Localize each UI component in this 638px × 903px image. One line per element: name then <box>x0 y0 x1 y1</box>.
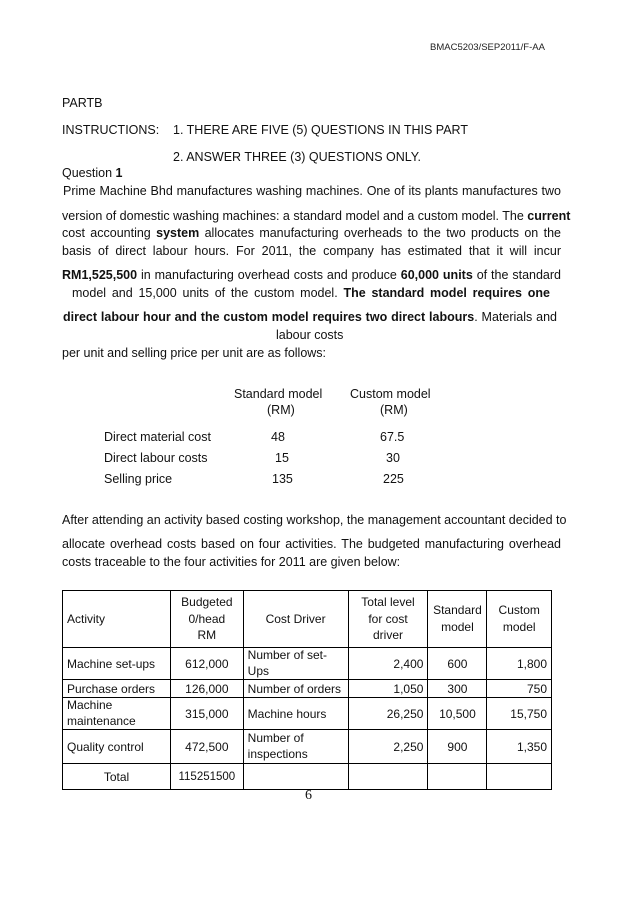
cell-standard: 10,500 <box>428 698 487 730</box>
para1-line1: Prime Machine Bhd manufactures washing machines. One of its plants manufactures two <box>63 184 561 198</box>
table-header-row <box>63 591 552 648</box>
cell-standard: 300 <box>428 680 487 698</box>
para2-line1: After attending an activity based costing workshop, the management accountant decided to <box>62 513 567 527</box>
para1-overhead-amount: RM1,525,500 <box>62 268 138 282</box>
unit-row-cus: 225 <box>383 472 404 486</box>
question-word: Question <box>62 166 113 180</box>
para1-line7-bold: direct labour hour and the custom model requires two direct labours <box>63 310 475 324</box>
para1-line3 <box>62 227 561 240</box>
cell-total-label: Total <box>63 764 171 790</box>
cell-total: 2,400 <box>348 648 428 680</box>
cell-total: 1,050 <box>348 680 428 698</box>
cell-custom: 15,750 <box>487 698 552 730</box>
unit-table-col1-unit: (RM) <box>267 403 295 417</box>
para1-line6-bold: The standard model requires one <box>343 286 550 300</box>
para1-current: current <box>527 209 571 223</box>
para1-system: system <box>156 226 200 240</box>
para1-line2 <box>62 209 571 223</box>
header-custom-model: Custom model <box>487 591 552 648</box>
unit-table-col2-header: Custom model <box>350 387 431 401</box>
unit-row-std: 48 <box>271 430 285 444</box>
cell-driver: Number of orders <box>243 680 348 698</box>
cell-total: 26,250 <box>348 698 428 730</box>
cell-standard: 900 <box>428 730 487 764</box>
para1-line4: basis of direct labour hours. For 2011, the company has estimated that it will incur <box>62 244 561 258</box>
para1-line2-text: version of domestic washing machines: a standard model and a custom model. The <box>62 209 528 223</box>
para1-line5-end: of the standard <box>472 268 561 282</box>
para1-line8: labour costs <box>276 328 344 342</box>
para1-line5-text: in manufacturing overhead costs and produce <box>137 268 401 282</box>
unit-row-std: 135 <box>272 472 293 486</box>
para1-line6 <box>72 287 550 300</box>
cell-driver: Machine hours <box>243 698 348 730</box>
header-standard-model: Standard model <box>428 591 487 648</box>
para1-units: 60,000 units <box>400 268 473 282</box>
para1-line5 <box>62 269 561 282</box>
table-row <box>63 680 552 698</box>
table-row <box>63 730 552 764</box>
para1-line7-text: . Materials and <box>474 310 558 324</box>
cell-activity: Machine set-ups <box>63 648 171 680</box>
table-total-row <box>63 764 552 790</box>
cell-empty <box>348 764 428 790</box>
activity-table <box>62 590 552 790</box>
para1-line6-text: model and 15,000 units of the custom model. <box>72 286 344 300</box>
instruction-line-2: 2. ANSWER THREE (3) QUESTIONS ONLY. <box>173 150 421 164</box>
question-number: 1 <box>115 166 123 180</box>
para2-line2: allocate overhead costs based on four activities. The budgeted manufacturing overhead <box>62 537 561 551</box>
para1-line3-text-a: cost accounting <box>62 226 157 240</box>
unit-row-label: Direct material cost <box>104 430 211 444</box>
unit-table-col2-unit: (RM) <box>380 403 408 417</box>
cell-total-value: 115251500 <box>171 764 244 790</box>
cell-custom: 1,350 <box>487 730 552 764</box>
unit-row-std: 15 <box>275 451 289 465</box>
table-row <box>63 698 552 730</box>
header-activity: Activity <box>63 591 171 648</box>
para1-line9: per unit and selling price per unit are as follows: <box>62 346 327 360</box>
unit-row-cus: 67.5 <box>380 430 405 444</box>
cell-budget: 315,000 <box>171 698 244 730</box>
question-label <box>62 167 122 180</box>
unit-row-label: Selling price <box>104 472 173 486</box>
cell-driver: Number of set- Ups <box>243 648 348 680</box>
header-cost-driver: Cost Driver <box>243 591 348 648</box>
para1-line7 <box>63 311 557 324</box>
cell-budget: 472,500 <box>171 730 244 764</box>
cell-total: 2,250 <box>348 730 428 764</box>
document-code: BMAC5203/SEP2011/F-AA <box>430 42 545 53</box>
header-total-level: Total level for cost driver <box>348 591 428 648</box>
table-row <box>63 648 552 680</box>
cell-activity: Purchase orders <box>63 680 171 698</box>
cell-standard: 600 <box>428 648 487 680</box>
cell-empty <box>487 764 552 790</box>
cell-budget: 126,000 <box>171 680 244 698</box>
para1-line3-text-c: allocates manufacturing overheads to the two products on the <box>199 226 561 240</box>
header-budget: Budgeted 0/head RM <box>171 591 244 648</box>
unit-table-col1-header: Standard model <box>234 387 323 401</box>
cell-custom: 1,800 <box>487 648 552 680</box>
cell-activity: Quality control <box>63 730 171 764</box>
cell-empty <box>428 764 487 790</box>
cell-activity: Machine maintenance <box>63 698 171 730</box>
cell-custom: 750 <box>487 680 552 698</box>
cell-budget: 612,000 <box>171 648 244 680</box>
instruction-line-1: 1. THERE ARE FIVE (5) QUESTIONS IN THIS PART <box>173 123 468 137</box>
unit-row-label: Direct labour costs <box>104 451 208 465</box>
cell-driver: Number of inspections <box>243 730 348 764</box>
part-title: PARTB <box>62 96 103 110</box>
instructions-label: INSTRUCTIONS: <box>62 123 160 137</box>
cell-empty <box>243 764 348 790</box>
para2-line3: costs traceable to the four activities for 2011 are given below: <box>62 555 401 569</box>
page-number: 6 <box>305 788 312 803</box>
unit-row-cus: 30 <box>386 451 400 465</box>
